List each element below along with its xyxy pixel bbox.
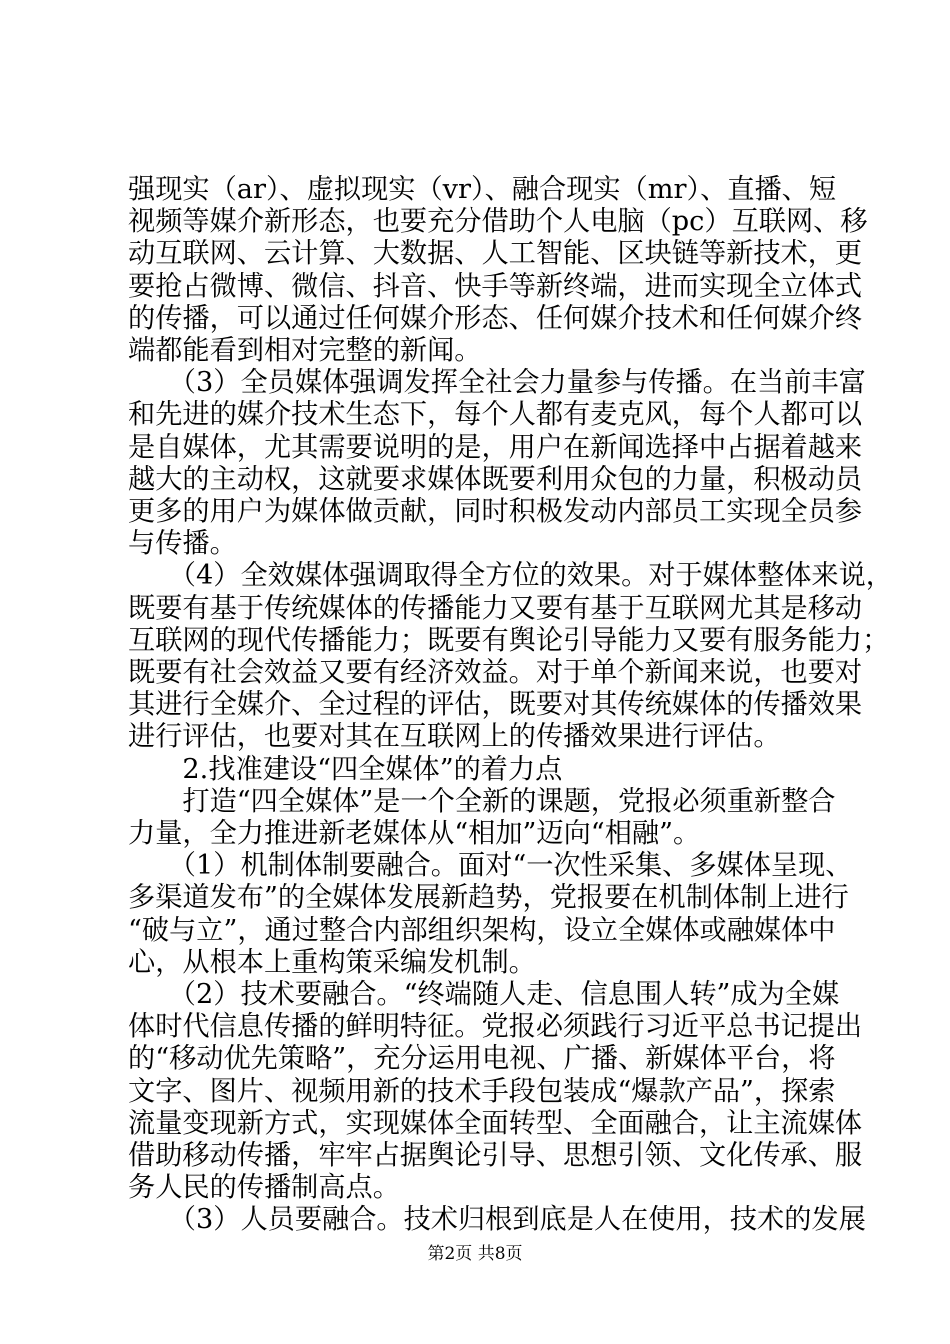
text-line: （4）全效媒体强调取得全方位的效果。对于媒体整体来说， [128,560,893,592]
text-line: 进行评估，也要对其在互联网上的传播效果进行评估。 [128,721,781,753]
text-line: （3）人员要融合。技术归根到底是人在使用，技术的发展 [128,1204,866,1236]
text-line: 越大的主动权，这就要求媒体既要利用众包的力量，积极动员 [128,463,863,495]
text-line: 体时代信息传播的鲜明特征。党报必须践行习近平总书记提出 [128,1011,863,1043]
text-line: 流量变现新方式，实现媒体全面转型、全面融合，让主流媒体 [128,1107,863,1139]
text-line: 更多的用户为媒体做贡献，同时积极发动内部员工实现全员参 [128,496,863,527]
text-line: “破与立”，通过整合内部组织架构，设立全媒体或融媒体中 [128,914,836,946]
text-line: 心，从根本上重构策采编发机制。 [128,946,536,978]
text-line: 是自媒体，尤其需要说明的是，用户在新闻选择中占据着越来 [128,431,863,463]
text-line: 文字、图片、视频用新的技术手段包装成“爆款产品”，探索 [128,1075,836,1107]
text-line: 其进行全媒介、全过程的评估，既要对其传统媒体的传播效果 [128,689,863,721]
text-line: 强现实（ar）、虚拟现实（vr）、融合现实（mr）、直播、短 [128,174,837,205]
text-line: 与传播。 [128,528,237,560]
text-line: 的“移动优先策略”，充分运用电视、广播、新媒体平台，将 [128,1043,836,1075]
text-line: 既要有基于传统媒体的传播能力又要有基于互联网尤其是移动 [128,592,863,624]
text-line: 端都能看到相对完整的新闻。 [128,335,482,366]
text-line: 借助移动传播，牢牢占据舆论引导、思想引领、文化传承、服 [128,1140,863,1171]
text-line: 务人民的传播制高点。 [128,1172,400,1204]
text-line: 要抢占微博、微信、抖音、快手等新终端，进而实现全立体式 [128,270,863,302]
text-line: 和先进的媒介技术生态下，每个人都有麦克风，每个人都可以 [128,399,863,431]
text-line: 既要有社会效益又要有经济效益。对于单个新闻来说，也要对 [128,657,863,688]
text-line: 多渠道发布”的全媒体发展新趋势，党报要在机制体制上进行 [128,882,849,914]
text-line: 打造“四全媒体”是一个全新的课题，党报必须重新整合 [128,785,836,817]
text-line: 视频等媒介新形态，也要充分借助个人电脑（pc）互联网、移 [128,206,868,238]
text-line: （1）机制体制要融合。面对“一次性采集、多媒体呈现、 [128,850,853,882]
text-line: 的传播，可以通过任何媒介形态、任何媒介技术和任何媒介终 [128,302,863,334]
text-line: 力量，全力推进新老媒体从“相加”迈向“相融”。 [128,818,701,849]
text-line: （3）全员媒体强调发挥全社会力量参与传播。在当前丰富 [128,367,866,399]
text-line: 2.找准建设“四全媒体”的着力点 [128,753,563,785]
page-footer: 第2页 共8页 [427,1244,523,1264]
text-line: 动互联网、云计算、大数据、人工智能、区块链等新技术，更 [128,238,863,270]
text-line: （2）技术要融合。“终端随人走、信息围人转”成为全媒 [128,979,840,1010]
text-line: 互联网的现代传播能力；既要有舆论引导能力又要有服务能力； [128,624,890,656]
